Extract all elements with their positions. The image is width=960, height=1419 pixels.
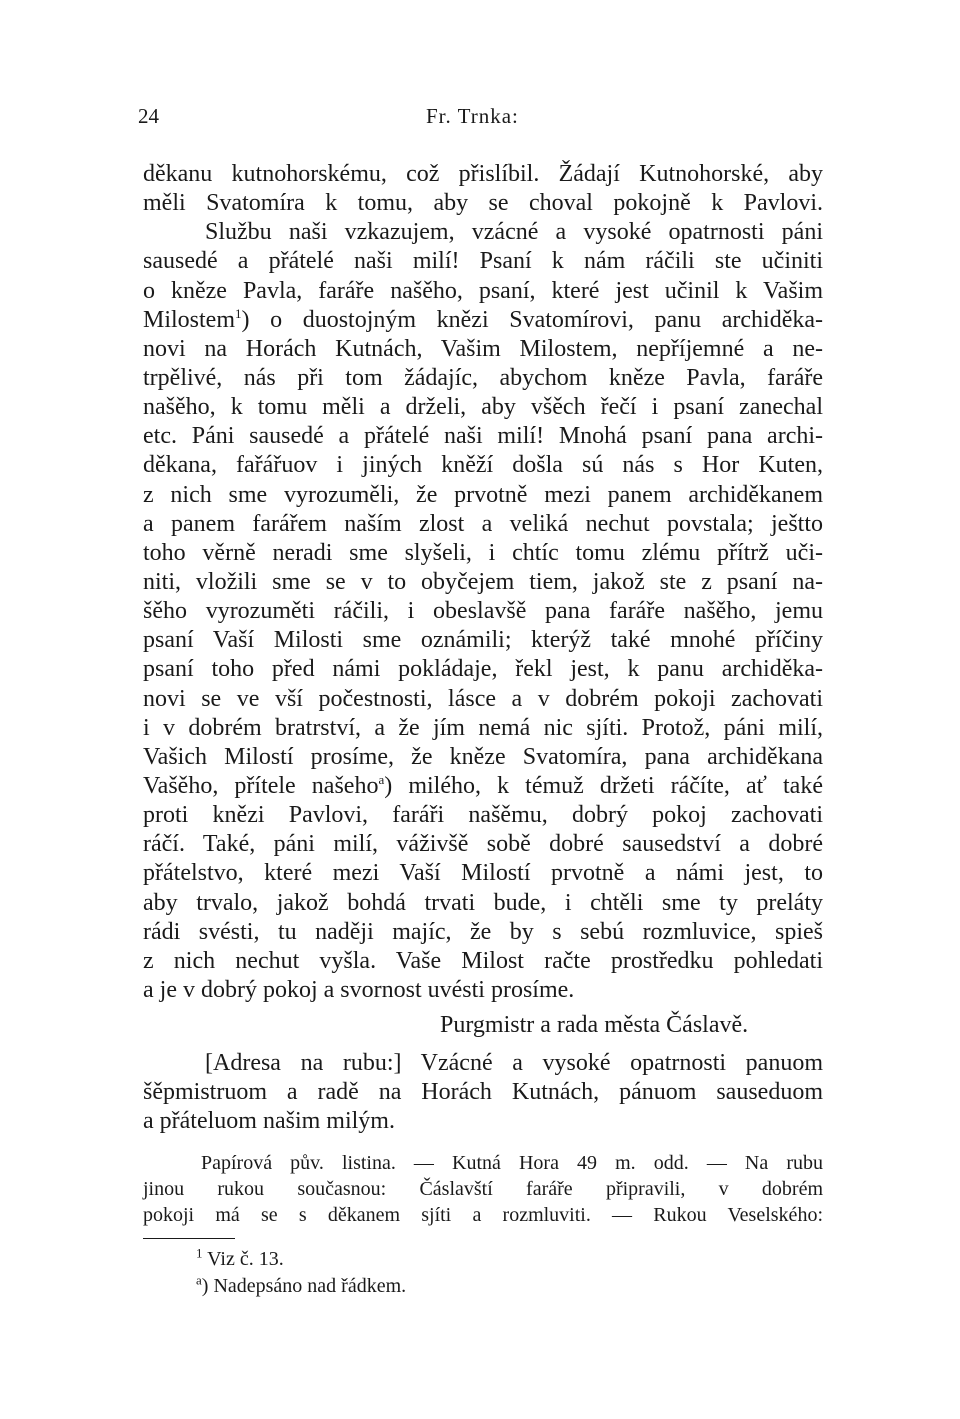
body-line: přátelstvo, které mezi Vaší Milostí prvotně a námi jest, to [143,860,823,887]
footnote-1 [196,1246,406,1273]
body-line: šěho vyrozuměti ráčili, i obeslavšě pana faráře našěho, jemu [143,598,823,625]
footnote-reference: 1 [235,305,242,321]
body-line: Službu naši vzkazujem, vzácné a vysoké opatrnosti páni [205,219,823,246]
address-line: a přáteluom našim milým. [143,1108,395,1135]
body-line: děkanu kutnohorskému, což přislíbil. Žádají Kutnohorské, aby [143,161,823,187]
body-line: proti knězi Pavlovi, faráři našěmu, dobrý pokoj zachovati [143,802,823,829]
body-line: aby trvalo, jakož bohdá trvati bude, i chtěli sme ty preláty [143,889,823,916]
footnote-text: Viz č. 13. [202,1248,284,1270]
footnote-marker: a [196,1272,202,1288]
body-line: i v dobrém bratrství, a že jím nemá nic sjíti. Protož, páni milí, [143,714,823,741]
note-line: Papírová pův. listina. — Kutná Hora 49 m. odd. — Na rubu [201,1152,823,1174]
page-header [138,104,824,134]
body-line: toho věrně neradi sme slyšeli, i chtíc tomu zlému přítrž uči- [143,539,823,566]
footnote-a [196,1273,406,1300]
body-line: z nich sme vyrozuměli, že prvotně mezi panem archiděkanem [143,481,823,508]
note-line: pokoji má se s děkanem sjíti a rozmluviti. — Rukou Veselského: [143,1204,823,1226]
address-line: [Adresa na rubu:] Vzácné a vysoké opatrnosti panuom [205,1050,823,1076]
body-line: a panem farářem naším zlost a veliká nechut povstala; ještto [143,510,823,537]
body-line-text: ) milého, k témuž držeti ráčíte, ať také [384,772,823,799]
note-line: jinou rukou současnou: Čáslavští faráře připravili, v dobrém [143,1178,823,1200]
body-line: psaní Vaší Milosti sme oznámili; kterýž také mnohé příčiny [143,627,823,654]
address-paragraph [143,1049,823,1136]
body-line: etc. Páni sausedé a přátelé naši milí! Mnohá psaní pana archi- [143,423,823,450]
body-line: z nich nechut vyšla. Vaše Milost račte prostředku pohledati [143,947,823,974]
body-line: děkana, fařářuov i jiných kněží došla sú nás s Hor Kuten, [143,452,823,479]
body-line: novi na Horách Kutnách, Vašim Milostem, nepříjemné a ne- [143,335,823,362]
page-number: 24 [138,104,159,128]
body-line: ráčí. Také, páni milí, váživšě sobě dobré sausedství a dobré [143,831,823,858]
body-line: psaní toho před námi pokládaje, řekl jest, k panu archiděka- [143,656,823,683]
body-line-text: ) o duostojným knězi Svatomírovi, panu archiděka- [241,306,823,333]
footnotes [196,1246,406,1300]
body-line [143,306,823,335]
body-line [143,772,823,801]
footnote-reference: a [378,771,385,787]
body-line: niti, vložili sme se v to obyčejem tiem, jakož ste z psaní na- [143,568,823,595]
footnote-divider [143,1238,235,1239]
body-line: novi se ve vší počestnosti, lásce a v dobrém pokoji zachovati [143,685,823,712]
body-line: měli Svatomíra k tomu, aby se choval pokojně k Pavlovi. [143,190,823,217]
running-head: Fr. Trnka: [426,104,519,128]
body-line: o kněze Pavla, faráře našěho, psaní, které jest učinil k Vašim [143,277,823,304]
body-line-text: Milostem [143,306,236,333]
body-line-text: Vašěho, přítele našeho [143,772,379,799]
body-line: našěho, k tomu měli a drželi, aby všěch řečí i psaní zanechal [143,394,823,421]
signature-line: Purgmistr a rada města Čáslavě. [440,1012,749,1038]
body-line: rádi svésti, tu naději majíc, že by s sebú rozmluvice, spieš [143,918,823,945]
address-line: šěpmistruom a radě na Horách Kutnách, pánuom sauseduom [143,1079,823,1106]
source-note [143,1150,823,1228]
body-line: Vašich Milostí prosíme, že kněze Svatomíra, pana archiděkana [143,743,823,770]
body-line: trpělivé, nás při tom žádajíc, abychom kněze Pavla, faráře [143,364,823,391]
letter-body [143,160,823,1005]
footnote-text: ) Nadepsáno nad řádkem. [201,1275,407,1297]
body-line: sausedé a přátelé naši milí! Psaní k nám ráčili ste učiniti [143,248,823,275]
body-line: a je v dobrý pokoj a svornost uvésti prosíme. [143,976,575,1003]
footnote-marker: 1 [196,1245,203,1261]
